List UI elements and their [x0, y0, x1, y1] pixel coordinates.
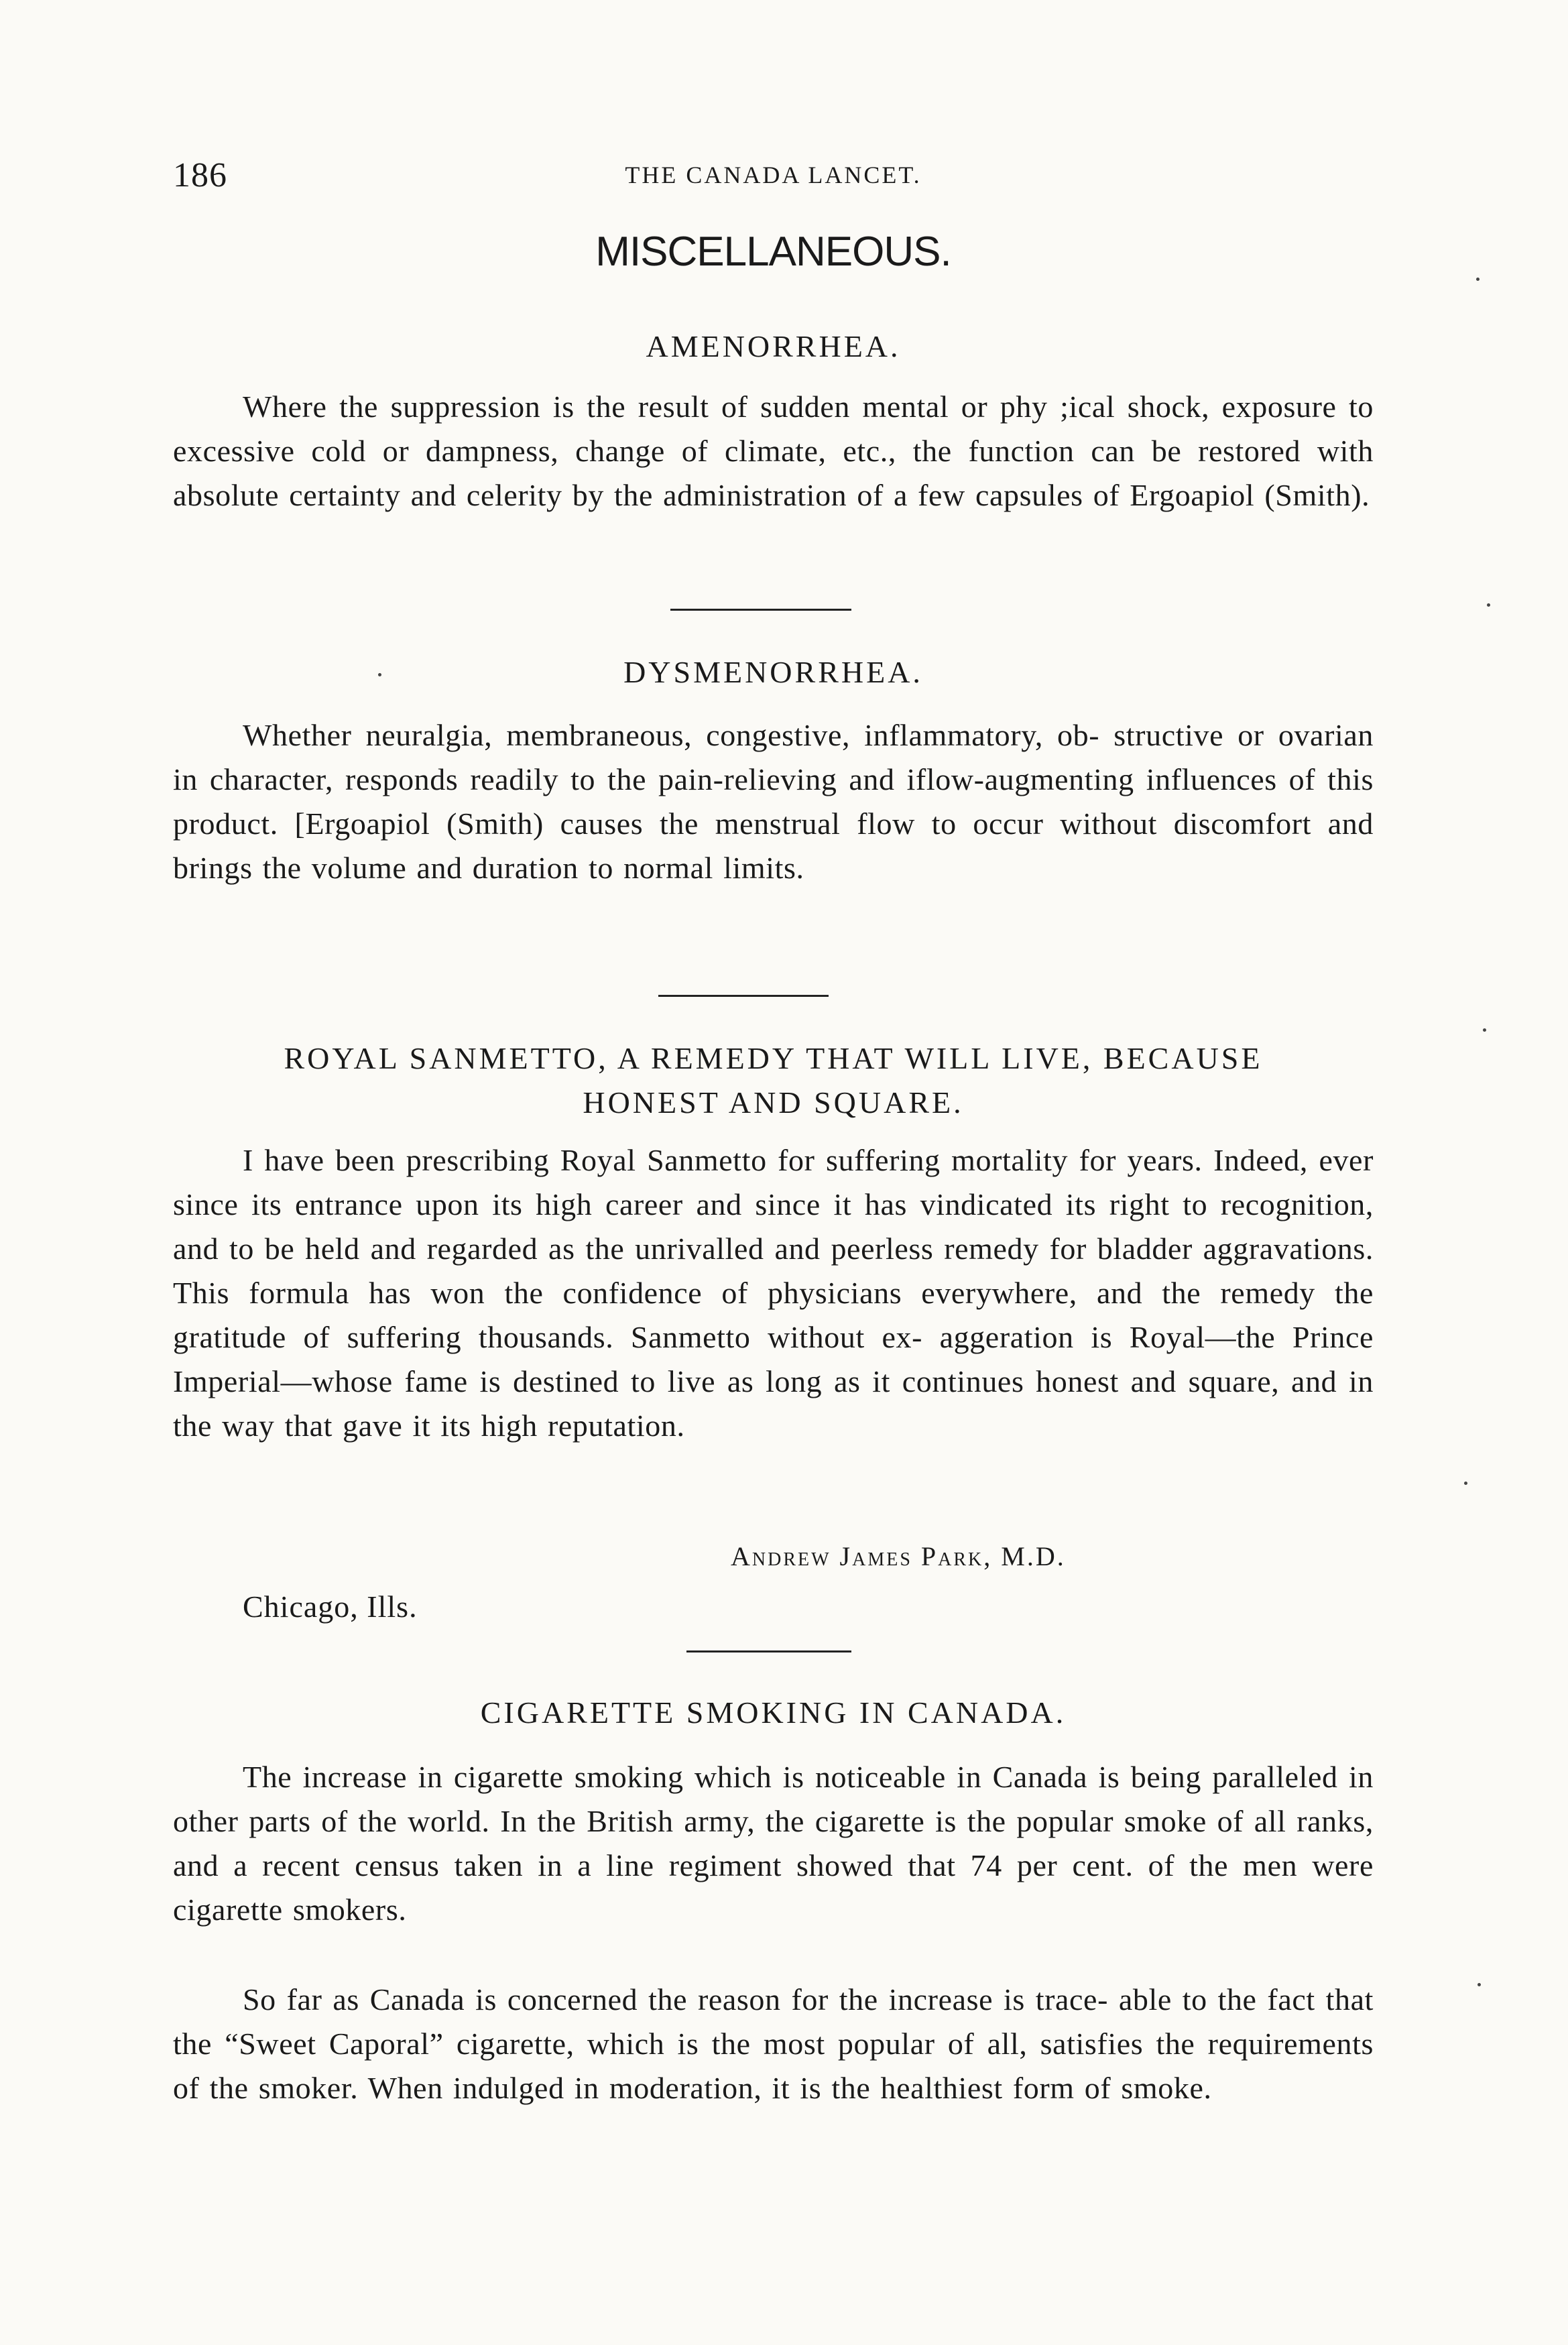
paragraph-cigarette-1: The increase in cigarette smoking which is noticeable in Canada is being paralleled in other parts of the world. In the British army, the cigarette is the popular smoke of all ranks, and a recent census taken in a line regiment showed that 74 per cent. of the men were cigarette smokers.	[173, 1760, 1374, 1927]
section-divider	[658, 995, 829, 997]
paragraph-amenorrhea: Where the suppression is the result of sudden mental or phy ;ical shock, exposure to excessive cold or dampness, change of climate, etc., the function can be restored with absolute certainty and celerity by the administration of a few capsules of Ergoapiol (Smith).	[173, 389, 1374, 512]
scan-speck	[1476, 278, 1480, 281]
section-divider	[686, 1650, 851, 1652]
section-divider	[670, 609, 851, 611]
running-head: THE CANADA LANCET.	[625, 162, 922, 188]
scan-speck	[1487, 603, 1490, 607]
article-title-line: ROYAL SANMETTO, A REMEDY THAT WILL LIVE, BECAUSE	[284, 1041, 1263, 1075]
paragraph-cigarette-2: So far as Canada is concerned the reason for the increase is trace- able to the fact that the “Sweet Caporal” cigarette, which is the most popular of all, satisfies the requirements of the smoker. When indulged in moderation, it is the healthiest form of smoke.	[173, 1982, 1374, 2105]
article-title-amenorrhea: AMENORRHEA.	[646, 329, 901, 363]
paragraph-dysmenorrhea: Whether neuralgia, membraneous, congestive, inflammatory, ob- structive or ovarian in character, responds readily to the pain-relieving and iflow-augmenting influences of this product. [Ergoapiol (Smith) causes the menstrual flow to occur without discomfort and brings the volume and duration to normal limits.	[173, 718, 1374, 885]
article-title-line: HONEST AND SQUARE.	[583, 1085, 964, 1120]
page-header	[173, 156, 1374, 202]
paragraph-royal-sanmetto: I have been prescribing Royal Sanmetto for suffering mortality for years. Indeed, ever since its entrance upon its high career and since it has vindicated its right to recognition, and to be held and regarded as the unrivalled and peerless remedy for bladder aggravations. This formula has won the confidence of physicians everywhere, and the remedy the gratitude of suffering thousands. Sanmetto without ex- aggeration is Royal—the Prince Imperial—whose fame is destined to live as long as it continues honest and square, and in the way that gave it its high reputation.	[173, 1143, 1374, 1443]
scan-speck	[1483, 1028, 1486, 1032]
article-title-cigarette-smoking: CIGARETTE SMOKING IN CANADA.	[480, 1695, 1067, 1730]
article-title-dysmenorrhea: DYSMENORRHEA.	[623, 655, 923, 689]
place-line: Chicago, Ills.	[243, 1589, 418, 1624]
scan-speck	[1477, 1983, 1481, 1986]
article-title-royal-sanmetto	[173, 1036, 1374, 1125]
page-number: 186	[173, 156, 227, 194]
scan-speck	[378, 673, 381, 676]
signature: Andrew James Park, M.D.	[731, 1541, 1066, 1571]
scan-speck	[1464, 1482, 1467, 1485]
section-title: MISCELLANEOUS.	[595, 229, 951, 275]
